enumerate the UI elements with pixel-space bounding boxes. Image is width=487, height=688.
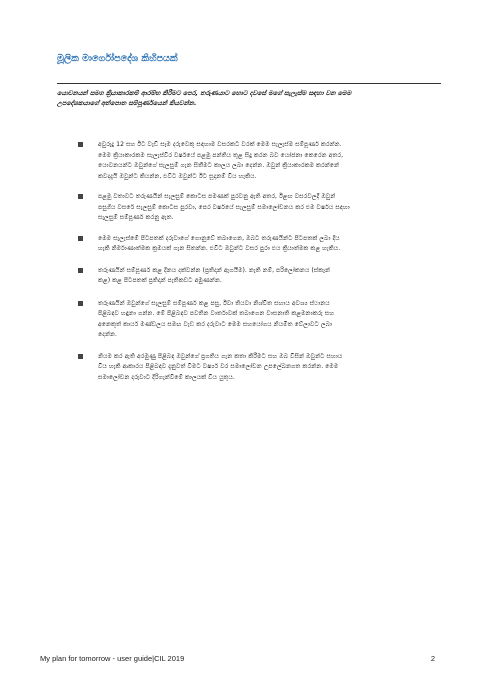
item-text-line: තරුණයින් ඔවුන්ගේ සැලසුම් සම්පූර්ණ කළ පසු, ඊවා තියවා නිශ්චිත සහාය අවශ්‍ය ස්ථානය xyxy=(98,299,330,307)
page-number: 2 xyxy=(430,654,435,663)
guideline-item xyxy=(78,192,446,224)
item-text-line: මෙම ක්‍රියාකාරකම සැලැස්වීර වර්ෂයේ පළමු පන්තිය තුළ සිදු කරන බව යෝජනා කෙරෙන අතර, xyxy=(98,151,344,159)
guideline-item xyxy=(78,140,446,182)
footer-title: My plan for tomorrow - user guide|CIL 2019 xyxy=(40,654,185,663)
guideline-list xyxy=(78,140,446,383)
item-text-line: පසුගිය වසරේ සැලසුම් කොටස පුරවා, පෙර වර්ෂයේ සැලසුම් සමාලෝචනය කර එම වර්ෂය සඳහා xyxy=(98,203,350,211)
item-text-line: නියම කර ඇති අරමුණු පිළිබඳ ඔවුන්ගේ ප්‍රගතිය ගැන කතා කිරීමට සහ ඔබ විසින් ඔවුන්ට සහාය xyxy=(98,352,343,360)
item-text-line: කළ) කළ පිටපතක් ප්‍රතිදාන් පැතිකඩට අමුණන්න. xyxy=(98,277,222,284)
item-text-line: කවදාදැයි ඔවුන්ට කියන්න, එවිට ඔවුන්ට ඊට සූදානම් විය හැකිය. xyxy=(98,172,257,180)
intro-note xyxy=(57,83,441,108)
item-text-line: යොවනයන්ට ඔවුන්ගේ සැලසුම් ගැන සිතීමට කාලය ලබා දෙන්න. ඔවුන් ක්‍රියාකාරකම කරන්නේ xyxy=(98,162,340,169)
intro-line: උපදේශකයාගේ අත්පොත සම්පූර්ණයෙන් කියවන්න. xyxy=(57,99,197,107)
square-bullet-icon xyxy=(78,142,83,147)
guideline-item xyxy=(78,299,446,341)
item-text-line: මෙම සැලැස්මේ පිටපතක් දරුවාගේ ගොනුවේ තබාගෙන, ඔබට තරුණයින්ට පිටපතක් ලබා දිය xyxy=(98,234,340,242)
intro-line: යොවනයන් සමග ක්‍රියාකාරකම් ආරම්භ කිරීමට පෙර, තරුණයාට හොට දවසේ මගේ සැලැස්ම සඳහා වන මෙම xyxy=(57,89,352,97)
square-bullet-icon xyxy=(78,236,83,241)
square-bullet-icon xyxy=(78,268,83,273)
guideline-item xyxy=(78,352,446,384)
guideline-item xyxy=(78,266,446,287)
item-text-line: අවුරුදු 12 සහ ඊට වැඩි සෑම දරුවෙකු සඳහාම වසරකට වරක් මෙම සැලැස්ම සම්පූර්ණ කරන්න. xyxy=(98,141,342,148)
square-bullet-icon xyxy=(78,354,83,359)
section-heading: මූලික මාර්ගෝපදේශ කිහිපයක් xyxy=(57,53,178,64)
item-text-line: හැකි නිර්මාණාත්මක ක්‍රමයක් ගැන සිතන්න. එවිට ඔවුන්ට වසර පුරා එය ක්‍රියාත්මක කළ හැකිය. xyxy=(98,245,341,252)
guideline-item xyxy=(78,234,446,255)
item-text-line: අනෙකුත් කාර්ය මණ්ඩලය සමඟ වැඩ කර දරුවාට මෙම සහයෝගය නියමිත වේලාවට ලබා xyxy=(98,320,333,328)
item-text-line: තරුණයින් සම්පූර්ණ කළ දිනය දක්වන්න (ප්‍රතිදාන් ඇගයීම). නැති නම්, පරිලෝකනය (ස්කෑන් xyxy=(98,266,331,274)
item-text-line: සැලසුම් සම්පූර්ණ කරනු ඇත. xyxy=(98,214,174,221)
item-text-line: පළමු වතාවට තරුණයින් සැලසුම් කොටස පමණක් පුරවනු ඇති අතර, ඊළඟ වසරවලදී ඔවුන් xyxy=(98,193,336,200)
square-bullet-icon xyxy=(78,301,83,306)
item-text-line: සමාලෝචන දරුවාට දිරිගැන්වීමේ කාලයක් විය යුතුය. xyxy=(98,373,235,381)
square-bullet-icon xyxy=(78,194,83,199)
item-text-line: පිළිබඳව හඳුනා ගන්න. මේ පිළිබඳව පවතින වාර්තාවක් තබාගෙන වාසනාති කළමනාකරු සහ xyxy=(98,310,335,317)
item-text-line: විය හැකි ආකාරය පිළිබඳව දැනුවත් වීමට වර්ෂ්‍ය වර සමාලෝචන උපලේඛනගත කරන්න. මෙම xyxy=(98,363,339,370)
item-text-line: දෙන්න. xyxy=(98,331,117,338)
